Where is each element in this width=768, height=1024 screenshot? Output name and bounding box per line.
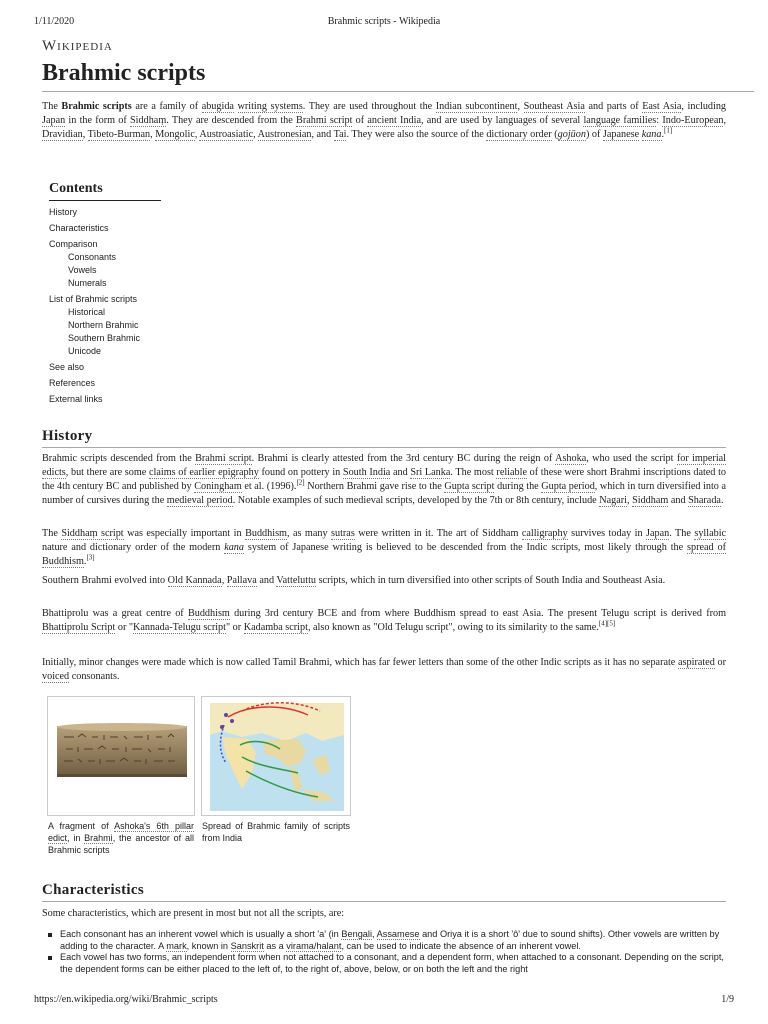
print-page-title: Brahmic scripts - Wikipedia (327, 16, 441, 27)
link-brahmi[interactable]: Brahmi (84, 833, 113, 843)
link-siddham[interactable]: Siddhaṃ (130, 115, 167, 126)
link-gupta-script[interactable]: Gupta script (444, 481, 495, 492)
link-tai[interactable]: Tai (333, 129, 347, 140)
history-paragraph-1: Brahmic scripts descended from the Brahmi script. Brahmi is clearly attested from the 3rd century BC during the reign of Ashoka, who used the script for imperial edicts, but there are some claims of earlier epigraphy found on pottery in South India and Sri Lanka. The most reliable of these were short Brahmi inscriptions dated to the 4th century BC and published by Coningham et al. (1996).[2] Northern Brahmi gave rise to the Gupta script during the Gupta period, which in turn diversified into a number of cursives during the medieval period. Notable examples of such medieval scripts, developed by the 7th or 8th century, include Nagari, Siddham and Sharada. (42, 453, 727, 506)
link-east-asia[interactable]: East Asia (642, 101, 682, 112)
link-kadamba-script[interactable]: Kadamba script (243, 622, 308, 633)
toc-item[interactable]: Northern Brahmic (68, 320, 139, 330)
toc-list (49, 206, 161, 406)
toc-item[interactable]: Numerals (68, 278, 107, 288)
link-tibeto-burman[interactable]: Tibeto-Burman (87, 129, 151, 140)
link-pallava[interactable]: Pallava (226, 575, 257, 586)
brahmic-spread-map-image[interactable] (201, 696, 351, 816)
print-page-number: 1/9 (721, 994, 734, 1005)
link-austronesian[interactable]: Austronesian (257, 129, 312, 140)
link-earlier-epigraphy[interactable]: claims of earlier epigraphy (148, 467, 259, 478)
reference-3[interactable]: [3] (86, 553, 95, 562)
link-voiced[interactable]: voiced (42, 671, 70, 682)
link-ashoka-pillar-edict[interactable]: Ashoka's 6th pillar edict (48, 821, 194, 843)
toc-title: Contents (49, 181, 161, 201)
list-item: Each vowel has two forms, an independent form when not attached to a consonant, and a dependent form, when attached to a consonant. Depending on the script, the dependent forms can be either placed to the left of, to the right of, above, below, or on both the left and the right (42, 952, 726, 975)
link-virama-halant[interactable]: virama/halant (286, 940, 342, 951)
link-gojuon[interactable]: gojūon (557, 129, 586, 140)
intro-paragraph: The Brahmic scripts are a family of abugida writing systems. They are used throughout the Indian subcontinent, Southeast Asia and parts of East Asia, including Japan in the form of Siddhaṃ. They are descended from the Brahmi script of ancient India, and are used by languages of several language families: Indo-European, Dravidian, Tibeto-Burman, Mongolic, Austroasiatic, Austronesian, and Tai. They were also the source of the dictionary order (gojūon) of Japanese kana.[1] (42, 101, 727, 140)
link-syllabic[interactable]: syllabic (694, 528, 727, 539)
link-japanese[interactable]: Japanese (602, 129, 640, 140)
toc-item[interactable]: Vowels (68, 265, 97, 275)
link-calligraphy[interactable]: calligraphy (521, 528, 568, 539)
print-date: 1/11/2020 (34, 16, 75, 27)
ashoka-pillar-fragment-illustration (48, 697, 194, 815)
link-coningham[interactable]: Coningham (194, 481, 242, 492)
link-sri-lanka[interactable]: Sri Lanka (410, 467, 451, 478)
link-indo-european[interactable]: Indo-European (662, 115, 724, 126)
link-siddham-script[interactable]: Siddhaṃ script (61, 528, 124, 539)
link-austroasiatic[interactable]: Austroasiatic (199, 129, 254, 140)
link-abugida[interactable]: abugida (201, 101, 234, 112)
link-bhattiprolu-script[interactable]: Bhattiprolu Script (42, 622, 116, 633)
toc-item[interactable]: Southern Brahmic (68, 333, 141, 343)
link-nagari[interactable]: Nagari (599, 495, 627, 506)
section-heading-characteristics: Characteristics (42, 882, 726, 902)
link-buddhism[interactable]: Buddhism (187, 608, 230, 619)
link-imperial-edicts[interactable]: for imperial edicts (42, 453, 726, 478)
link-aspirated[interactable]: aspirated (678, 657, 715, 668)
characteristics-list (42, 929, 726, 975)
link-kannada-telugu-script[interactable]: Kannada-Telugu script (133, 622, 226, 633)
link-bengali[interactable]: Bengali (341, 929, 372, 939)
table-of-contents (49, 181, 161, 406)
reference-4-5[interactable]: [4][5] (598, 619, 616, 628)
brahmic-spread-caption: Spread of Brahmic family of scripts from India (202, 821, 350, 843)
link-kana[interactable]: kana (641, 129, 662, 140)
link-medieval-period[interactable]: medieval period (166, 495, 233, 506)
link-japan[interactable]: Japan (42, 115, 66, 126)
link-brahmi-script[interactable]: Brahmi script (195, 453, 252, 464)
link-kana[interactable]: kana (224, 542, 244, 553)
ashoka-pillar-image[interactable] (47, 696, 195, 816)
toc-item[interactable]: List of Brahmic scripts (49, 294, 138, 304)
link-south-india[interactable]: South India (342, 467, 391, 478)
link-spread-of-buddhism[interactable]: spread of Buddhism (42, 542, 726, 567)
link-dravidian[interactable]: Dravidian (42, 129, 83, 140)
toc-item[interactable]: Consonants (68, 252, 117, 262)
link-dictionary-order[interactable]: dictionary order (486, 129, 552, 140)
list-item: Each consonant has an inherent vowel which is usually a short 'a' (in Bengali, Assamese and Oriya it is a short 'ô' due to sound shifts). Other vowels are written by adding to the character. A mark, known in Sanskrit as a virama/halant, can be used to indicate the absence of an inherent vowel. (42, 929, 726, 952)
link-writing-systems[interactable]: writing systems (237, 101, 303, 112)
link-sanskrit[interactable]: Sanskrit (230, 940, 264, 951)
history-paragraph-2: The Siddhaṃ script was especially important in Buddhism, as many sutras were written in it. The art of Siddham calligraphy survives today in Japan. The syllabic nature and dictionary order of the modern kana system of Japanese writing is believed to be descended from the Indic scripts, most likely through the spread of Buddhism.[3] (42, 528, 727, 567)
toc-item[interactable]: Comparison (49, 239, 98, 249)
link-reliable[interactable]: reliable (496, 467, 527, 478)
link-mongolic[interactable]: Mongolic (155, 129, 195, 140)
link-gupta-period[interactable]: Gupta period (541, 481, 595, 492)
link-sutras[interactable]: sutras (331, 528, 355, 539)
link-language-families[interactable]: language families (583, 115, 657, 126)
history-paragraph-4: Bhattiprolu was a great centre of Buddhism during 3rd century BCE and from where Buddhism spread to east Asia. The present Telugu script is derived from Bhattiprolu Script or "Kannada-Telugu script" or Kadamba script, also known as "Old Telugu script", owing to its similarity to the same.[4][5] (42, 608, 726, 633)
ashoka-pillar-caption: A fragment of Ashoka's 6th pillar edict, in Brahmi, the ancestor of all Brahmic scripts (48, 821, 195, 855)
link-old-kannada[interactable]: Old Kannada (167, 575, 222, 586)
toc-item[interactable]: See also (49, 362, 85, 372)
toc-item[interactable]: Characteristics (49, 223, 109, 233)
page-title: Brahmic scripts (42, 60, 754, 92)
toc-item[interactable]: References (49, 378, 96, 388)
link-siddham[interactable]: Siddham (632, 495, 669, 506)
history-paragraph-3: Southern Brahmi evolved into Old Kannada, Pallava and Vatteluttu scripts, which in turn diversified into other scripts of South India and Southeast Asia. (42, 575, 666, 586)
reference-1[interactable]: [1] (664, 126, 673, 135)
link-vatteluttu[interactable]: Vatteluttu (276, 575, 317, 586)
link-ancient-india[interactable]: ancient India (367, 115, 421, 126)
link-japan[interactable]: Japan (646, 528, 670, 539)
history-paragraph-5: Initially, minor changes were made which is now called Tamil Brahmi, which has far fewer letters than some of the other Indic scripts as it has no separate aspirated or voiced consonants. (42, 657, 726, 682)
link-ashoka[interactable]: Ashoka (555, 453, 587, 464)
characteristics-intro: Some characteristics, which are present in most but not all the scripts, are: (42, 908, 345, 919)
toc-item[interactable]: External links (49, 394, 103, 404)
section-heading-history: History (42, 428, 726, 448)
wikipedia-wordmark[interactable]: Wikipedia (42, 38, 113, 54)
toc-item[interactable]: Historical (68, 307, 106, 317)
link-assamese[interactable]: Assamese (376, 929, 420, 939)
toc-item[interactable]: Unicode (68, 346, 102, 356)
link-southeast-asia[interactable]: Southeast Asia (523, 101, 585, 112)
brahmic-spread-map-illustration (202, 697, 350, 815)
link-buddhism[interactable]: Buddhism (245, 528, 287, 539)
print-header (34, 16, 734, 30)
link-brahmi-script[interactable]: Brahmi script (296, 115, 353, 126)
print-url: https://en.wikipedia.org/wiki/Brahmic_scripts (34, 994, 218, 1005)
link-mark[interactable]: mark (166, 940, 187, 951)
link-sharada[interactable]: Sharada (688, 495, 721, 506)
reference-2[interactable]: [2] (296, 478, 305, 487)
toc-item[interactable]: History (49, 207, 78, 217)
link-indian-subcontinent[interactable]: Indian subcontinent (435, 101, 518, 112)
